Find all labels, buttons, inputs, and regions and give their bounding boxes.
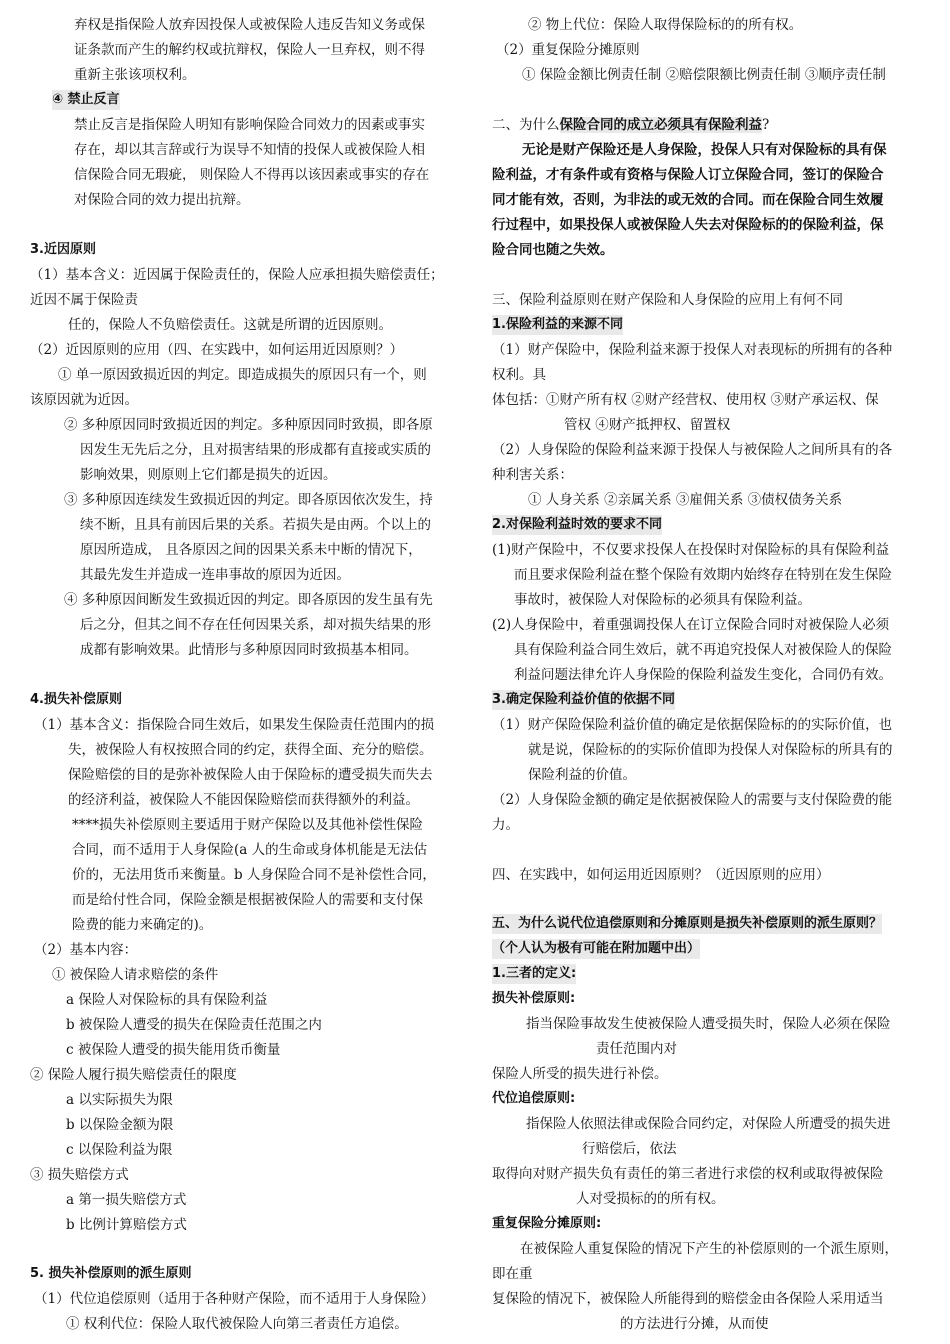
- right-text-line: 2.对保险利益时效的要求不同: [492, 515, 662, 535]
- right-text-line: 事故时，被保险人对保险标的必须具有保险利益。: [514, 592, 811, 608]
- right-text-line: 取得向对财产损失负有责任的第三者进行求偿的权利或取得被保险: [492, 1166, 884, 1182]
- left-text-line: c 被保险人遭受的损失能用货币衡量: [66, 1042, 281, 1058]
- right-text-line: 在被保险人重复保险的情况下产生的补偿原则的一个派生原则，: [520, 1241, 898, 1257]
- left-text-line: 任的，保险人不负赔偿责任。这就是所谓的近因原则。: [68, 317, 392, 333]
- right-text-line: 代位追偿原则:: [492, 1091, 576, 1106]
- left-text-line: a 保险人对保险标的具有保险利益: [66, 992, 268, 1008]
- right-text-line: 复保险的情况下，被保险人所能得到的赔偿金由各保险人采用适当: [492, 1291, 884, 1307]
- left-text-line: （2）近因原则的应用（四、在实践中，如何运用近因原则？）: [30, 342, 404, 358]
- left-text-line: 后之分，但其之间不存在任何因果关系，却对损失结果的形: [80, 617, 431, 633]
- right-text-line: 保险利益的价值。: [528, 767, 636, 783]
- left-text-line: 险费的能力来确定的)。: [72, 917, 213, 933]
- right-text-line: ② 物上代位：保险人取得保险标的的所有权。: [528, 17, 803, 33]
- left-text-line: 3.近因原则: [30, 242, 96, 257]
- right-text-line: 指当保险事故发生使被保险人遭受损失时，保险人必须在保险: [526, 1016, 891, 1032]
- left-text-line: 价的，无法用货币来衡量。b 人身保险合同不是补偿性合同，: [72, 867, 436, 883]
- right-text-line: 3.确定保险利益价值的依据不同: [492, 690, 675, 710]
- right-text-line: （个人认为极有可能在附加题中出）: [492, 939, 700, 959]
- left-text-line: 其最先发生并造成一连串事故的原因为近因。: [80, 567, 350, 583]
- right-text-line: 的方法进行分摊，从而使: [620, 1316, 769, 1332]
- left-text-line: （1）基本含义：近因属于保险责任的，保险人应承担损失赔偿责任；: [30, 267, 444, 283]
- left-text-line: 4.损失补偿原则: [30, 692, 122, 707]
- left-text-line: 而是给付性合同，保险金额是根据被保险人的需要和支付保: [72, 892, 423, 908]
- right-text-line: 损失补偿原则:: [492, 991, 576, 1006]
- left-text-line: ****损失补偿原则主要适用于财产保险以及其他补偿性保险: [72, 817, 423, 833]
- right-text-line: 就是说，保险标的的实际价值即为投保人对保险标的所具有的: [528, 742, 893, 758]
- right-text-line: 人对受损标的的所有权。: [576, 1191, 725, 1207]
- right-text-line: 体包括：①财产所有权 ②财产经营权、使用权 ③财产承运权、保: [492, 392, 879, 408]
- left-text-line: 5. 损失补偿原则的派生原则: [30, 1266, 192, 1281]
- left-text-line: b 被保险人遭受的损失在保险责任范围之内: [66, 1017, 322, 1033]
- left-text-line: 的经济利益，被保险人不能因保险赔偿而获得额外的利益。: [68, 792, 419, 808]
- left-text-line: ④ 多种原因间断发生致损近因的判定。即各原因的发生虽有先: [64, 592, 433, 608]
- text-span: 二、为什么: [492, 117, 560, 133]
- left-text-line: ① 单一原因致损近因的判定。即造成损失的原因只有一个，则: [58, 367, 427, 383]
- right-text-line: 无论是财产保险还是人身保险，投保人只有对保险标的具有保: [522, 142, 887, 158]
- right-text-line: 险利益，才有条件或有资格与保险人订立保险合同，签订的保险合: [492, 167, 884, 183]
- left-text-line: c 以保险利益为限: [66, 1142, 173, 1158]
- right-text-line: （2）人身保险的保险利益来源于投保人与被保险人之间所具有的各: [492, 442, 893, 458]
- left-text-line: 保险赔偿的目的是弥补被保险人由于保险标的遭受损失而失去: [68, 767, 433, 783]
- left-text-line: 因发生无先后之分，且对损害结果的形成都有直接或实质的: [80, 442, 431, 458]
- left-text-line: ① 被保险人请求赔偿的条件: [52, 967, 219, 983]
- left-text-line: 重新主张该项权利。: [74, 67, 196, 83]
- right-text-line: 即在重: [492, 1266, 533, 1282]
- right-text-line: 1.保险利益的来源不同: [492, 315, 623, 335]
- left-text-line: ① 权利代位：保险人取代被保险人向第三者责任方追偿。: [66, 1316, 408, 1332]
- left-text-line: 失，被保险人有权按照合同的约定，获得全面、充分的赔偿。: [68, 742, 433, 758]
- right-text-line: 行过程中，如果投保人或被保险人失去对保险标的的保险利益，保: [492, 217, 884, 233]
- left-text-line: b 比例计算赔偿方式: [66, 1217, 187, 1233]
- left-text-line: （2）基本内容：: [34, 942, 138, 958]
- left-text-line: 合同，而不适用于人身保险(a 人的生命或身体机能是无法估: [72, 842, 428, 858]
- left-text-line: 证条款而产生的解约权或抗辩权，保险人一旦弃权，则不得: [74, 42, 425, 58]
- right-text-line: (1)财产保险中，不仅要求投保人在投保时对保险标的具有保险利益: [492, 542, 890, 558]
- right-text-line: （2）重复保险分摊原则: [496, 42, 640, 58]
- right-text-line: [492, 115, 769, 135]
- left-text-line: （1）代位追偿原则（适用于各种财产保险，而不适用于人身保险）: [34, 1291, 435, 1307]
- right-text-line: 五、为什么说代位追偿原则和分摊原则是损失补偿原则的派生原则？: [492, 914, 882, 934]
- right-text-line: 行赔偿后，依法: [582, 1141, 677, 1157]
- right-text-line: 指保险人依照法律或保险合同约定，对保险人所遭受的损失进: [526, 1116, 891, 1132]
- left-text-line: 续不断，且具有前因后果的关系。若损失是由两。个以上的: [80, 517, 431, 533]
- left-text-line: 存在，却以其言辞或行为误导不知情的投保人或被保险人相: [74, 142, 425, 158]
- right-text-line: 权利。具: [492, 367, 546, 383]
- right-text-line: 具有保险利益合同生效后，就不再追究投保人对被保险人的保险: [514, 642, 892, 658]
- left-text-line: 影响效果，则原则上它们都是损失的近因。: [80, 467, 337, 483]
- right-text-line: 四、在实践中，如何运用近因原则？（近因原则的应用）: [492, 867, 830, 883]
- right-text-line: 重复保险分摊原则:: [492, 1216, 602, 1231]
- left-text-line: 近因不属于保险责: [30, 292, 138, 308]
- left-text-line: ② 多种原因同时致损近因的判定。多种原因同时致损，即各原: [64, 417, 433, 433]
- right-text-line: （1）财产保险保险利益价值的确定是依据保险标的的实际价值，也: [492, 717, 893, 733]
- right-text-line: 种利害关系：: [492, 467, 573, 483]
- text-span: ?: [762, 117, 770, 133]
- left-text-line: ④ 禁止反言: [52, 90, 120, 110]
- left-text-line: 弃权是指保险人放弃因投保人或被保险人违反告知义务或保: [74, 17, 425, 33]
- right-text-line: （2）人身保险金额的确定是依据被保险人的需要与支付保险费的能: [492, 792, 893, 808]
- right-text-line: 保险人所受的损失进行补偿。: [492, 1066, 668, 1082]
- right-text-line: ① 保险金额比例责任制 ②赔偿限额比例责任制 ③顺序责任制: [522, 67, 886, 83]
- left-text-line: 禁止反言是指保险人明知有影响保险合同效力的因素或事实: [74, 117, 425, 133]
- left-text-line: ② 保险人履行损失赔偿责任的限度: [30, 1067, 237, 1083]
- right-text-line: 力。: [492, 817, 519, 833]
- right-text-line: 管权 ④财产抵押权、留置权: [564, 417, 731, 433]
- right-text-line: ① 人身关系 ②亲属关系 ③雇佣关系 ③债权债务关系: [528, 492, 843, 508]
- right-text-line: 责任范围内对: [596, 1041, 677, 1057]
- left-text-line: ③ 损失赔偿方式: [30, 1167, 129, 1183]
- right-text-line: 险合同也随之失效。: [492, 242, 614, 258]
- left-text-line: 该原因就为近因。: [30, 392, 138, 408]
- right-text-line: 同才能有效，否则，为非法的或无效的合同。而在保险合同生效履: [492, 192, 884, 208]
- left-text-line: 原因所造成， 且各原因之间的因果关系未中断的情况下，: [80, 542, 422, 558]
- left-text-line: 信保险合同无瑕疵， 则保险人不得再以该因素或事实的存在: [74, 167, 430, 183]
- text-span: 保险合同的成立必须具有保险利益: [559, 117, 762, 133]
- left-text-line: 对保险合同的效力提出抗辩。: [74, 192, 250, 208]
- left-text-line: a 以实际损失为限: [66, 1092, 173, 1108]
- right-text-line: （1）财产保险中，保险利益来源于投保人对表现标的所拥有的各种: [492, 342, 893, 358]
- left-text-line: （1）基本含义：指保险合同生效后，如果发生保险责任范围内的损: [34, 717, 435, 733]
- right-text-line: 而且要求保险利益在整个保险有效期内始终存在特别在发生保险: [514, 567, 892, 583]
- left-text-line: a 第一损失赔偿方式: [66, 1192, 187, 1208]
- left-text-line: b 以保险金额为限: [66, 1117, 174, 1133]
- right-text-line: 利益问题法律允许人身保险的保险利益发生变化，合同仍有效。: [514, 667, 892, 683]
- right-text-line: 1.三者的定义:: [492, 964, 576, 984]
- left-text-line: 成都有影响效果。此情形与多种原因同时致损基本相同。: [80, 642, 418, 658]
- right-text-line: (2)人身保险中，着重强调投保人在订立保险合同时对被保险人必须: [492, 617, 890, 633]
- right-text-line: 三、保险利益原则在财产保险和人身保险的应用上有何不同: [492, 292, 843, 308]
- left-text-line: ③ 多种原因连续发生致损近因的判定。即各原因依次发生，持: [64, 492, 433, 508]
